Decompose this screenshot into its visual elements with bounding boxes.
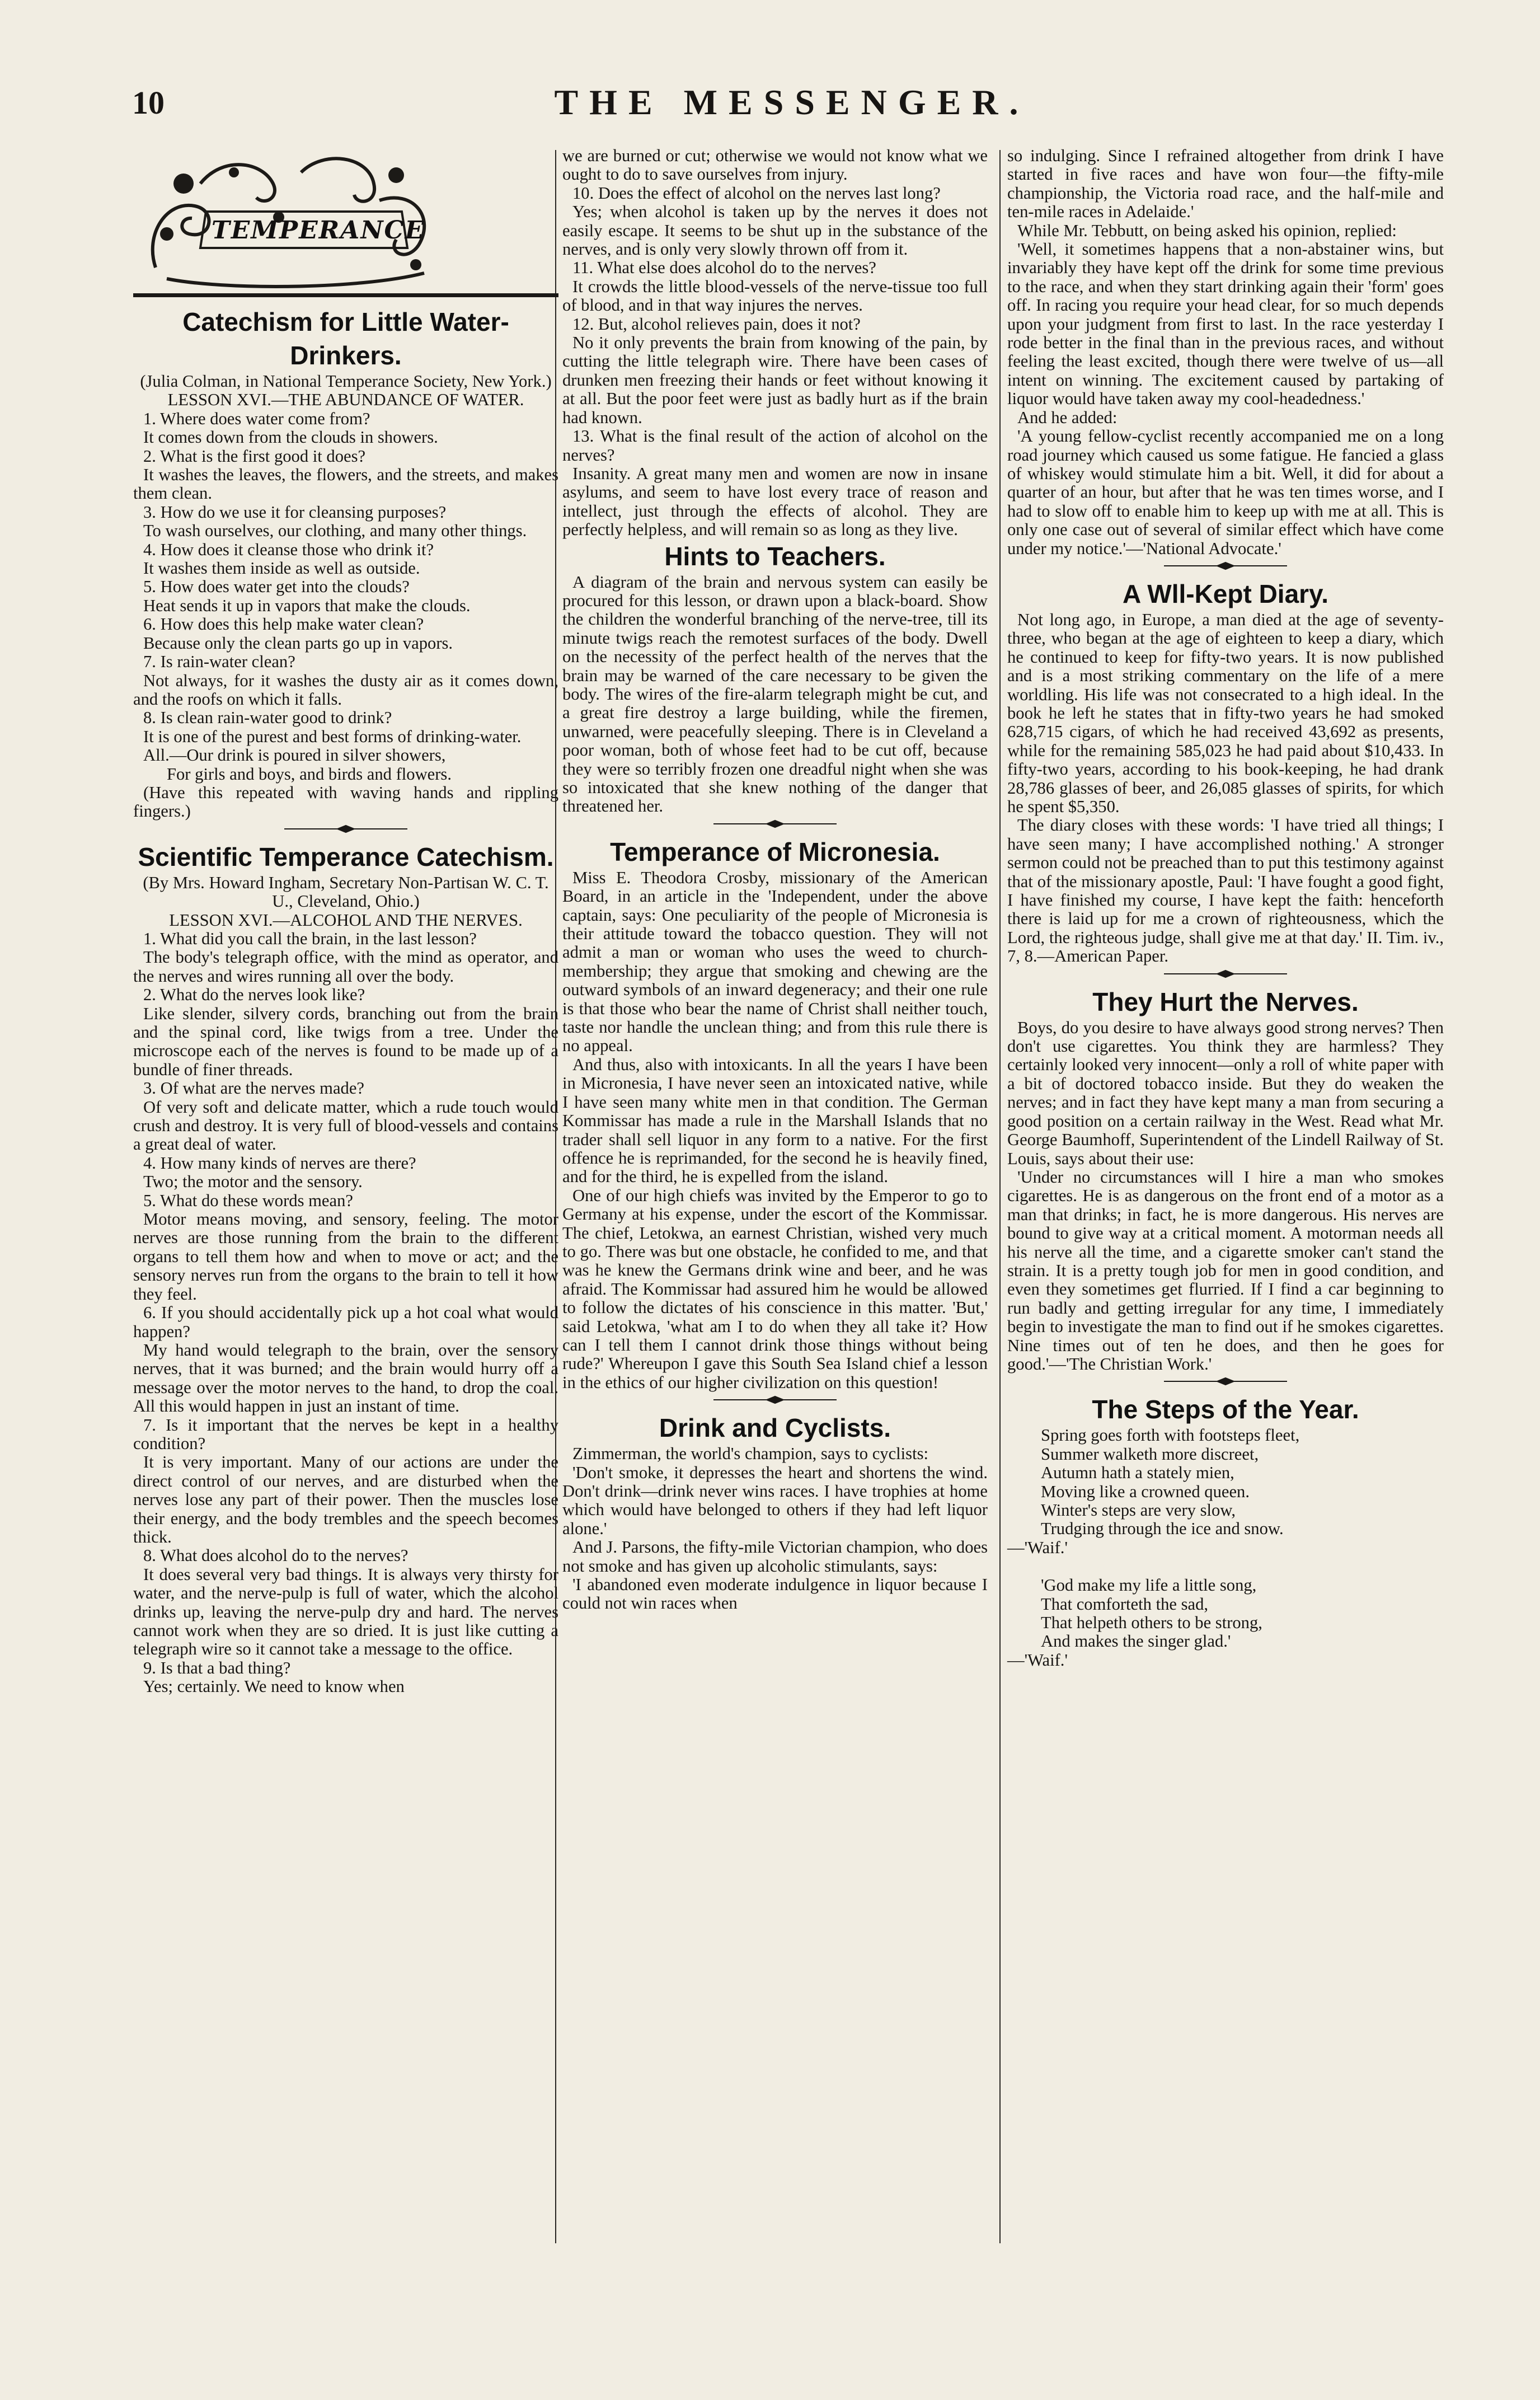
poem-line: 'God make my life a little song, <box>1041 1576 1257 1595</box>
column-2 <box>562 147 988 1613</box>
paragraph: Like slender, silvery cords, branching out from the brain and the spinal cord, like twigs from a tree. Under the microscope each of the nerves is found to be made up of a bundle of finer threads. <box>133 1004 558 1079</box>
paragraph: 6. How does this help make water clean? <box>143 615 424 634</box>
poem-line: For girls and boys, and birds and flowers. <box>167 764 452 784</box>
paragraph: 5. What do these words mean? <box>143 1190 353 1210</box>
paragraph: It does several very bad things. It is always very thirsty for water, and the nerve-pulp is full of water, which the alcohol drinks up, leaving the nerve-pulp dry and hard. The nerves cannot work when they are so dried. It is just like cutting a telegraph wire so it cannot take a message to the office. <box>133 1564 558 1659</box>
article-heading: Drink and Cyclists. <box>659 1413 891 1443</box>
paragraph: 5. How does water get into the clouds? <box>143 577 410 597</box>
paragraph: 12. But, alcohol relieves pain, does it not? <box>572 314 861 334</box>
poem-line: Summer walketh more discreet, <box>1041 1444 1259 1464</box>
paragraph: 6. If you should accidentally pick up a hot coal what would happen? <box>133 1303 558 1341</box>
paragraph: My hand would telegraph to the brain, over the sensory nerves, that it was burned; and the brain would hurry off a message over the motor nerves to the hand, to drop the coal. All this would happen in just an instant of time. <box>133 1340 558 1416</box>
paragraph: 3. How do we use it for cleansing purposes? <box>143 502 447 522</box>
paragraph: Heat sends it up in vapors that make the clouds. <box>143 596 471 615</box>
section-divider <box>713 1395 837 1404</box>
byline: LESSON XVI.—ALCOHOL AND THE NERVES. <box>169 910 523 930</box>
paragraph: It crowds the little blood-vessels of the nerve-tissue too full of blood, and in that way injures the nerves. <box>562 276 988 315</box>
paragraph: 1. Where does water come from? <box>143 409 370 428</box>
paragraph: we are burned or cut; otherwise we would not know what we ought to do to save ourselves from injury. <box>562 146 988 184</box>
paragraph: It washes them inside as well as outside. <box>143 559 420 578</box>
masthead-title: THE MESSENGER. <box>554 82 1030 122</box>
paragraph: And he added: <box>1017 407 1118 427</box>
paragraph: It is one of the purest and best forms of drinking-water. <box>143 726 522 746</box>
paragraph: 10. Does the effect of alcohol on the nerves last long? <box>572 183 941 203</box>
poem-line: Trudging through the ice and snow. <box>1041 1519 1284 1539</box>
poem-line: Moving like a crowned queen. <box>1041 1482 1250 1501</box>
paragraph: The body's telegraph office, with the mind as operator, and the nerves and wires running all over the body. <box>133 948 558 986</box>
poem-line: Autumn hath a stately mien, <box>1041 1463 1234 1483</box>
spacer <box>1007 1557 1444 1576</box>
byline: (Julia Colman, in National Temperance Society, New York.) <box>140 372 552 391</box>
paragraph: Insanity. A great many men and women are now in insane asylums, and seem to have lost every trace of reason and intellect, just through the effects of alcohol. They are perfectly helpless, and will remain so as long as they live. <box>562 463 988 540</box>
paragraph: Miss E. Theodora Crosby, missionary of the American Board, in an article in the 'Independent, under the above captain, says: One peculiarity of the people of Micronesia is their attitude toward the tobacco question. They will not admit a man or woman who uses the weed to church-membership; they argue that smoking and chewing are the outward symbols of an inward degeneracy; and their one rule is that those who bear the name of Christ shall neither touch, taste nor handle the unclean thing; and from this rule there is no appeal. <box>562 868 988 1056</box>
paragraph: Zimmerman, the world's champion, says to cyclists: <box>572 1444 928 1464</box>
article-heading: Temperance of Micronesia. <box>610 837 940 866</box>
article-heading: Hints to Teachers. <box>664 541 886 571</box>
paragraph: 4. How many kinds of nerves are there? <box>143 1153 416 1173</box>
paragraph: 7. Is it important that the nerves be kept in a healthy condition? <box>133 1415 558 1453</box>
poem-line: Spring goes forth with footsteps fleet, <box>1041 1426 1300 1445</box>
section-divider <box>1164 1377 1287 1386</box>
poem-line: That helpeth others to be strong, <box>1041 1613 1262 1633</box>
paragraph: —'Waif.' <box>1007 1650 1068 1670</box>
section-divider <box>1164 561 1287 570</box>
paragraph: It is very important. Many of our actions are under the direct control of our nerves, and are disturbed when the nerves lose any part of their power. Then the muscles lose their energy, and the body trembles and the speech becomes thick. <box>133 1452 558 1546</box>
paragraph: 'A young fellow-cyclist recently accompanied me on a long road journey which caused us some fatigue. He fancied a glass of whiskey would stimulate him a bit. Well, it did for about a quarter of an hour, but after that he was ten times worse, and I had to slow off to enable him to keep up with me at all. This is only one case out of several of similar effect which have come under my notice.'—'National Advocate.' <box>1007 426 1444 558</box>
paragraph: Of very soft and delicate matter, which a rude touch would crush and destroy. It is very full of blood-vessels and contains a great deal of water. <box>133 1097 558 1154</box>
paragraph: It comes down from the clouds in showers. <box>143 428 438 447</box>
paragraph: 8. Is clean rain-water good to drink? <box>143 708 392 728</box>
paragraph: Two; the motor and the sensory. <box>143 1172 363 1192</box>
paragraph: And thus, also with intoxicants. In all the years I have been in Micronesia, I have never seen an intoxicated native, while I have seen many white men in that condition. The German Kommissar has made a rule in the Marshall Islands that no trader shall sell liquor in any form to a native. For the first offence he is reprimanded, for the second he is heavily fined, and for the third, he is expelled from the island. <box>562 1054 988 1187</box>
paragraph: 7. Is rain-water clean? <box>143 652 295 672</box>
paragraph: All.—Our drink is poured in silver showers, <box>143 746 446 765</box>
paragraph: Boys, do you desire to have always good strong nerves? Then don't use cigarettes. You think they are harmless? They certainly looked very innocent—only a roll of white paper with a bit of doctored tobacco inside. But they do weaken the nerves; and in fact they have kept many a man from securing a good position on a certain railway in the West. Read what Mr. George Baumhoff, Superintendent of the Lindell Railway of St. Louis, says about their use: <box>1007 1018 1444 1168</box>
temperance-ornament-logo <box>133 150 447 290</box>
paragraph: 11. What else does alcohol do to the nerves? <box>572 258 876 278</box>
paragraph: 2. What is the first good it does? <box>143 446 366 466</box>
poem-line: That comforteth the sad, <box>1041 1594 1209 1614</box>
paragraph: One of our high chiefs was invited by the Emperor to go to Germany at his expense, under the escort of the Kommissar. The chief, Letokwa, an earnest Christian, wished very much to go. There was but one obstacle, he confided to me, and that was he knew the Germans drink wine and beer, and he was afraid. The Kommissar had assured him he would be allowed to follow the dictates of his conscience in this matter. 'But,' said Letokwa, 'what am I to do when they all take it? How can I tell them I cannot drink those things without being rude?' Whereupon I gave this South Sea Island chief a lesson in the ethics of our higher civilization on this question! <box>562 1185 988 1392</box>
paragraph: 'Don't smoke, it depresses the heart and shortens the wind. Don't drink—drink never wins races. I have trophies at home which would have belonged to others if they had left liquor alone.' <box>562 1462 988 1538</box>
article-heading: A Wll-Kept Diary. <box>1122 579 1329 608</box>
paragraph: Not always, for it washes the dusty air as it comes down, and the roofs on which it falls. <box>133 671 558 709</box>
paragraph: 9. Is that a bad thing? <box>143 1658 291 1677</box>
paragraph: 8. What does alcohol do to the nerves? <box>143 1546 409 1565</box>
heading-rule <box>133 293 558 297</box>
paragraph: 2. What do the nerves look like? <box>143 985 365 1005</box>
paragraph: 'I abandoned even moderate indulgence in liquor because I could not win races when <box>562 1575 988 1613</box>
logo-banner-text: TEMPERANCE <box>212 216 425 245</box>
paragraph: (Have this repeated with waving hands and rippling fingers.) <box>133 782 558 821</box>
section-divider <box>284 824 407 833</box>
article-heading: The Steps of the Year. <box>1092 1395 1359 1424</box>
paragraph: It washes the leaves, the flowers, and the streets, and makes them clean. <box>133 465 558 503</box>
section-divider <box>713 819 837 828</box>
paragraph: —'Waif.' <box>1007 1537 1068 1557</box>
paragraph: so indulging. Since I refrained altogether from drink I have started in five races and have won four—the fifty-mile championship, the Victoria road race, and the half-mile and ten-mile races in Adelaide.' <box>1007 146 1444 222</box>
poem-line: Winter's steps are very slow, <box>1041 1501 1236 1520</box>
paragraph: To wash ourselves, our clothing, and many other things. <box>143 521 527 541</box>
article-heading: Scientific Temperance Catechism. <box>138 842 554 871</box>
paragraph: While Mr. Tebbutt, on being asked his opinion, replied: <box>1017 221 1397 240</box>
column-1 <box>133 150 558 1696</box>
paragraph: 3. Of what are the nerves made? <box>143 1079 364 1098</box>
section-divider <box>1164 969 1287 978</box>
paragraph: Not long ago, in Europe, a man died at the age of seventy-three, who began at the age of eighteen to keep a diary, which he continued to keep for fifty-two years. It is now published and is a most striking commentary on the life of a mere worldling. His life was not consecrated to a high ideal. In the book he left he states that in fifty-two years he had smoked 628,715 cigars, of which he had received 43,692 as presents, while for the remaining 585,023 he had paid about $10,433. In fifty-two years, according to his book-keeping, he had drank 28,786 glasses of beer, and 26,085 glasses of spirits, for which he spent $5,350. <box>1007 610 1444 816</box>
column-3 <box>1007 147 1444 1670</box>
paragraph: Motor means moving, and sensory, feeling. The motor nerves are those running from the brain to the different organs to tell them how and when to move or act; and the sensory nerves run from the organs to the brain to tell it how they feel. <box>133 1210 558 1304</box>
paragraph: 'Well, it sometimes happens that a non-abstainer wins, but invariably they have kept off the drink for some time previous to the race, and when they start drinking again their 'form' goes off. In racing you require your head clear, for so much depends upon your judgment from first to last. In the race yesterday I rode better in the final than in the previous races, and without feeling the least excited, though there were twelve of us—all intent on winning. The excitement caused by partaking of liquor would have taken away my cool-headedness.' <box>1007 240 1444 409</box>
byline: (By Mrs. Howard Ingham, Secretary Non-Partisan W. C. T. U., Cleveland, Ohio.) <box>143 873 549 911</box>
paragraph: 4. How does it cleanse those who drink it? <box>143 540 434 559</box>
column-rule <box>999 150 1001 2243</box>
byline: LESSON XVI.—THE ABUNDANCE OF WATER. <box>167 390 524 410</box>
paragraph: The diary closes with these words: 'I have tried all things; I have seen many; I have accomplished nothing.' A stronger sermon could not be preached than to put this testimony against that of the missionary apostle, Paul: 'I have fought a good fight, I have finished my course, I have kept the faith: henceforth there is laid up for me a crown of righteousness, which the Lord, the righteous judge, shall give me at that day.' II. Tim. iv., 7, 8.—American Paper. <box>1007 815 1444 966</box>
paragraph: 13. What is the final result of the action of alcohol on the nerves? <box>562 426 988 465</box>
paragraph: No it only prevents the brain from knowing of the pain, by cutting the little telegraph wire. There have been cases of drunken men freezing their hands or feet without knowing it at all. But the poor feet were just as badly hurt as if the brain had known. <box>562 333 988 427</box>
paragraph: Yes; certainly. We need to know when <box>143 1677 405 1696</box>
page-number: 10 <box>132 85 165 121</box>
paragraph: And J. Parsons, the fifty-mile Victorian champion, who does not smoke and has given up alcoholic stimulants, says: <box>562 1537 988 1576</box>
paragraph: A diagram of the brain and nervous system can easily be procured for this lesson, or drawn upon a black-board. Show the children the wonderful branching of the nerve-tree, till its minute twigs reach the remotest surfaces of the body. Dwell on the necessity of the perfect health of the nerves that the brain may be warned of the care necessary to be given the body. The wires of the fire-alarm telegraph might be cut, and a great fire destroy a large building, while the firemen, unwarned, were peacefully sleeping. There is in Cleveland a poor woman, both of whose feet had to be cut off, because they were so terribly frozen one dreadful night when she was so intoxicated that she knew nothing of the danger that threatened her. <box>562 572 988 816</box>
paragraph: Yes; when alcohol is taken up by the nerves it does not easily escape. It seems to be shut up in the substance of the nerves, and is only very slowly thrown off from it. <box>562 202 988 259</box>
article-heading: They Hurt the Nerves. <box>1092 987 1359 1016</box>
poem-line: And makes the singer glad.' <box>1041 1632 1231 1651</box>
article-heading: Catechism for Little Water-Drinkers. <box>182 307 509 370</box>
paragraph: 1. What did you call the brain, in the last lesson? <box>143 929 477 948</box>
paragraph: 'Under no circumstances will I hire a man who smokes cigarettes. He is as dangerous on the front end of a motor as a man that drinks; in fact, he is more dangerous. His nerves are bound to give way at a critical moment. A motorman needs all his nerve all the time, and a cigarette smoker can't stand the strain. It is a pretty tough job for men in good condition, and even they sometimes get flurried. If I find a car beginning to run badly and getting irregular for any time, I immediately begin to investigate the man to find out if he smokes cigarettes. Nine times out of ten he does, and then he goes for good.'—'The Christian Work.' <box>1007 1167 1444 1374</box>
paragraph: Because only the clean parts go up in vapors. <box>143 633 453 653</box>
